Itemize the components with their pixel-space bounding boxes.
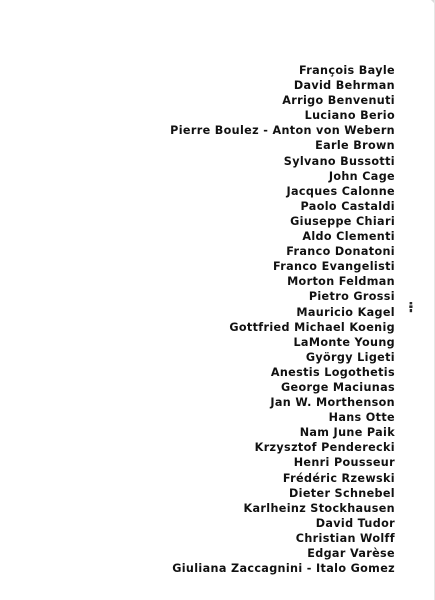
composer-name: Edgar Varèse: [307, 547, 395, 560]
composer-name: Frédéric Rzewski: [282, 471, 395, 485]
composer-name: Aldo Clementi: [302, 230, 395, 244]
composer-name: David Behrman: [293, 79, 395, 93]
composer-name: Anestis Logothetis: [270, 365, 395, 379]
composer-name: Arrigo Benvenuti: [282, 94, 395, 108]
composer-name: Jan W. Morthenson: [270, 396, 395, 410]
composer-name: Gottfried Michael Koenig: [229, 320, 395, 334]
composer-name: Paolo Castaldi: [300, 199, 395, 213]
composer-name: Henri Pousseur: [293, 456, 395, 470]
composer-name: Pietro Grossi: [308, 290, 395, 304]
composer-name: Dieter Schnebel: [289, 486, 395, 500]
binding-mark-icon: [409, 302, 413, 313]
composer-name: Franco Donatoni: [286, 245, 395, 259]
composer-name: Morton Feldman: [287, 275, 395, 289]
composer-name: Nam June Paik: [299, 426, 395, 440]
composer-name: Luciano Berio: [304, 109, 395, 123]
composer-name: Earle Brown: [315, 139, 395, 153]
composer-name: Jacques Calonne: [286, 184, 395, 198]
composer-name: George Maciunas: [280, 380, 395, 394]
composer-name: François Bayle: [298, 64, 395, 77]
composer-name: Giuliana Zaccagnini - Italo Gomez: [172, 562, 395, 576]
composer-name: Sylvano Bussotti: [283, 154, 395, 168]
composer-name: Mauricio Kagel: [296, 305, 395, 319]
composer-name: Karlheinz Stockhausen: [243, 501, 395, 515]
composer-name: Christian Wolff: [295, 531, 395, 545]
composer-name-list: [170, 63, 395, 576]
composer-name: John Cage: [328, 169, 395, 183]
composer-name: Giuseppe Chiari: [290, 214, 395, 228]
composer-name: György Ligeti: [305, 350, 395, 364]
composer-name: Franco Evangelisti: [272, 260, 395, 274]
composer-name: Pierre Boulez - Anton von Webern: [170, 124, 395, 138]
composer-name: LaMonte Young: [293, 335, 395, 349]
page-corner-shadow: [431, 0, 434, 3]
composer-name: Krzysztof Penderecki: [254, 441, 395, 455]
composer-name: David Tudor: [315, 516, 395, 530]
composer-name: Hans Otte: [328, 411, 395, 425]
